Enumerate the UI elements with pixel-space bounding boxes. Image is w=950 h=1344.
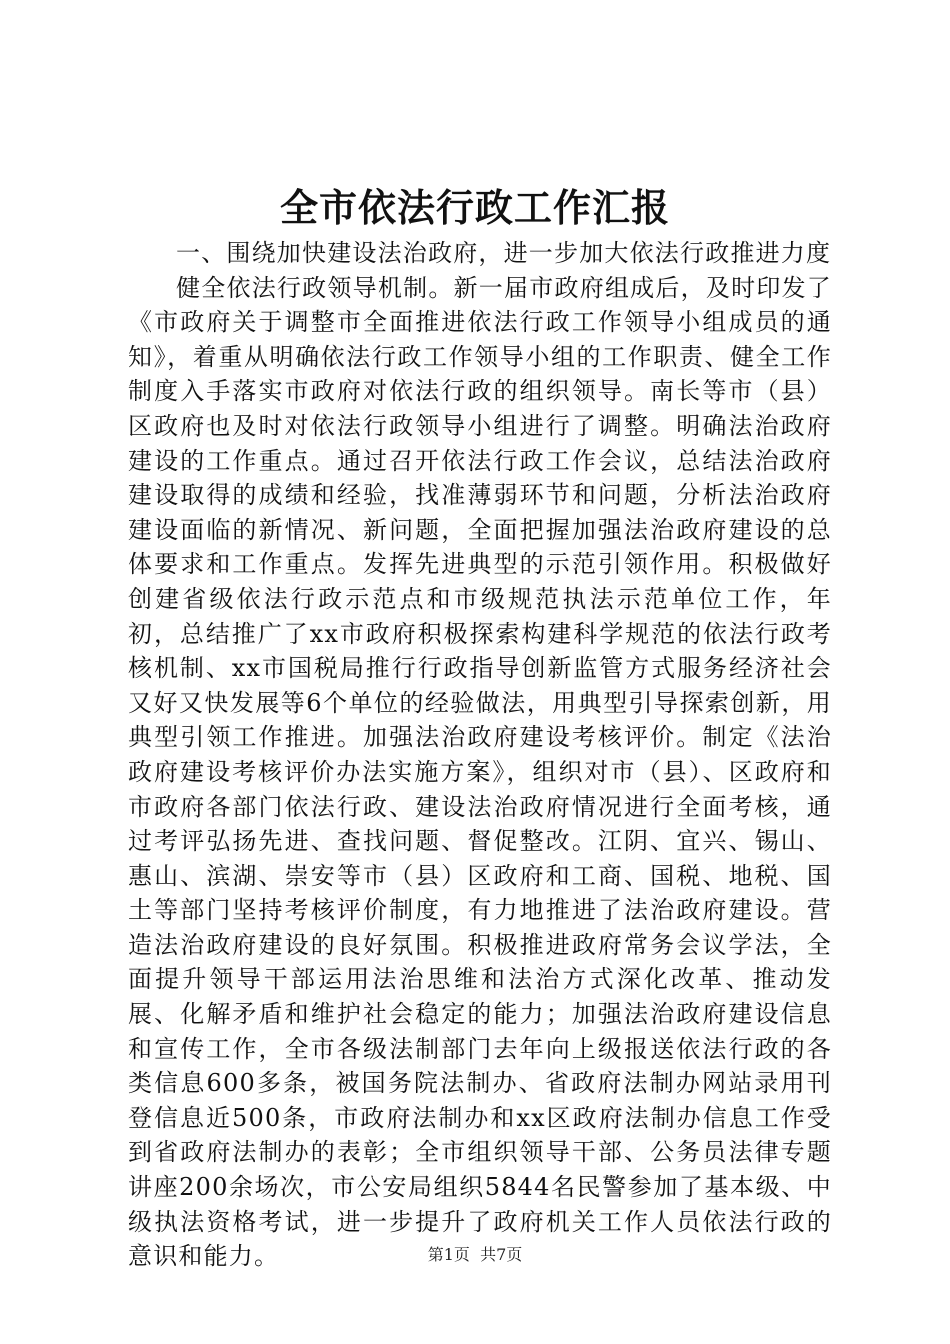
page-number: 第1页 xyxy=(427,1245,470,1264)
body-paragraph: 健全依法行政领导机制。新一届市政府组成后，及时印发了《市政府关于调整市全面推进依法行政工作领导小组成员的通知》，着重从明确依法行政工作领导小组的工作职责、健全工作制度入手落实市政府对依法行政的组织领导。南长等市（县）区政府也及时对依法行政领导小组进行了调整。明确法治政府建设的工作重点。通过召开依法行政工作会议，总结法治政府建设取得的成绩和经验，找准薄弱环节和问题，分析法治政府建设面临的新情况、新问题，全面把握加强法治政府建设的总体要求和工作重点。发挥先进典型的示范引领作用。积极做好创建省级依法行政示范点和市级规范执法示范单位工作，年初，总结推广了xx市政府积极探索构建科学规范的依法行政考核机制、xx市国税局推行行政指导创新监管方式服务经济社会又好又快发展等6个单位的经验做法，用典型引导探索创新，用典型引领工作推进。加强法治政府建设考核评价。制定《法治政府建设考核评价办法实施方案》，组织对市（县）、区政府和市政府各部门依法行政、建设法治政府情况进行全面考核，通过考评弘扬先进、查找问题、督促整改。江阴、宜兴、锡山、惠山、滨湖、崇安等市（县）区政府和工商、国税、地税、国土等部门坚持考核评价制度，有力地推进了法治政府建设。营造法治政府建设的良好氛围。积极推进政府常务会议学法，全面提升领导干部运用法治思维和法治方式深化改革、推动发展、化解矛盾和维护社会稳定的能力；加强法治政府建设信息和宣传工作，全市各级法制部门去年向上级报送依法行政的各类信息600多条，被国务院法制办、省政府法制办网站录用刊登信息近500条，市政府法制办和xx区政府法制办信息工作受到省政府法制办的表彰；全市组织领导干部、公务员法律专题讲座200余场次，市公安局组织5844名民警参加了基本级、中级执法资格考试，进一步提升了政府机关工作人员依法行政的意识和能力。 xyxy=(128,273,832,1271)
footer-spacer xyxy=(470,1245,480,1264)
page-footer xyxy=(0,1245,950,1265)
page-total: 共7页 xyxy=(480,1245,523,1264)
document-body xyxy=(128,236,832,1274)
section-heading: 一、围绕加快建设法治政府，进一步加大依法行政推进力度 xyxy=(176,239,832,267)
document-title: 全市依法行政工作汇报 xyxy=(279,185,670,230)
